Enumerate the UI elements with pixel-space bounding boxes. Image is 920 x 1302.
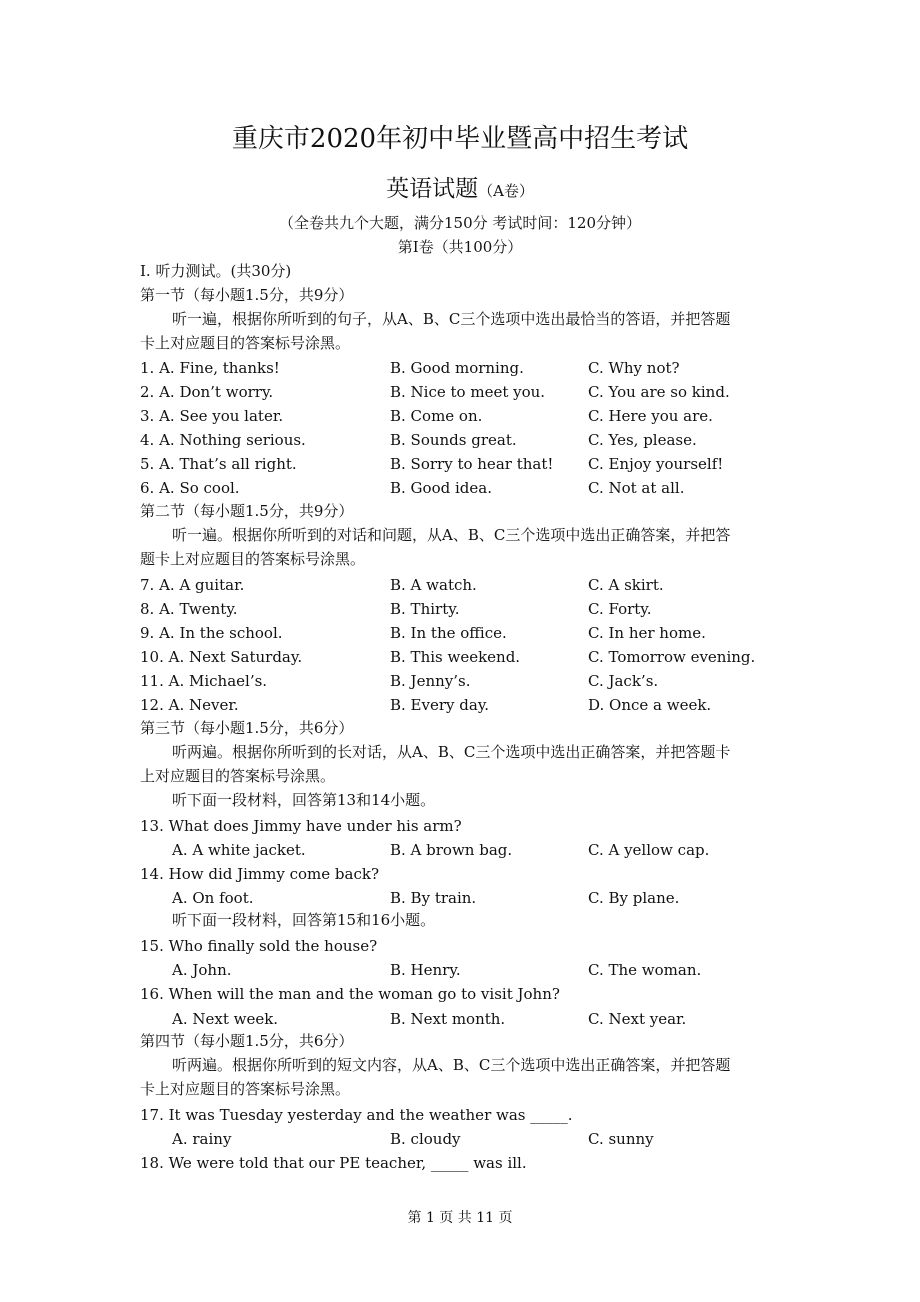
sub-section-2-instruction-cont: 题卡上对应题目的答案标号涂黑。: [140, 550, 366, 568]
option-c: C. Yes, please.: [588, 431, 697, 449]
question-stem: 18. We were told that our PE teacher, _____ was ill.: [140, 1154, 527, 1172]
option-b: B. A brown bag.: [390, 841, 513, 859]
sub-section-4-instruction: 听两遍。根据你所听到的短文内容，从A、B、C三个选项中选出正确答案，并把答题: [172, 1056, 731, 1074]
option-c: D. Once a week.: [588, 696, 712, 714]
option-b: B. Thirty.: [390, 600, 460, 618]
option-a: A. Next week.: [172, 1010, 279, 1028]
question-stem: 13. What does Jimmy have under his arm?: [140, 817, 462, 835]
option-c: C. Forty.: [588, 600, 652, 618]
option-c: C. You are so kind.: [588, 383, 730, 401]
option-a: 5. A. That’s all right.: [140, 455, 297, 473]
exam-note: （全卷共九个大题，满分150分 考试时间：120分钟）: [278, 214, 642, 232]
question-stem: 17. It was Tuesday yesterday and the weather was _____.: [140, 1106, 573, 1124]
option-c: C. Here you are.: [588, 407, 713, 425]
option-a: 11. A. Michael’s.: [140, 672, 268, 690]
exam-title: 重庆市2020年初中毕业暨高中招生考试: [231, 124, 689, 154]
option-c: C. Jack’s.: [588, 672, 659, 690]
question-row: [140, 671, 820, 691]
option-a: A. On foot.: [172, 889, 254, 907]
option-b: B. Good idea.: [390, 479, 492, 497]
question-stem: 14. How did Jimmy come back?: [140, 865, 379, 883]
question-stem: 15. Who finally sold the house?: [140, 937, 378, 955]
option-b: B. Nice to meet you.: [390, 383, 546, 401]
question-row: [140, 575, 820, 595]
option-c: C. Enjoy yourself!: [588, 455, 724, 473]
option-a: 2. A. Don’t worry.: [140, 383, 274, 401]
option-b: B. Every day.: [390, 696, 490, 714]
option-b: B. In the office.: [390, 624, 507, 642]
question-row: [140, 358, 820, 378]
option-a: 6. A. So cool.: [140, 479, 240, 497]
option-c: C. Not at all.: [588, 479, 685, 497]
option-b: B. Henry.: [390, 961, 461, 979]
question-stem: 16. When will the man and the woman go to visit John?: [140, 985, 560, 1003]
sub-section-1-instruction: 听一遍，根据你所听到的句子，从A、B、C三个选项中选出最恰当的答语，并把答题: [172, 310, 731, 328]
option-c: C. Next year.: [588, 1010, 687, 1028]
passage-note: 听下面一段材料，回答第15和16小题。: [172, 911, 436, 929]
sub-section-4-instruction-cont: 卡上对应题目的答案标号涂黑。: [140, 1080, 351, 1098]
option-c: C. A yellow cap.: [588, 841, 710, 859]
question-row: [140, 599, 820, 619]
option-c: C. Why not?: [588, 359, 680, 377]
option-a: A. A white jacket.: [172, 841, 306, 859]
question-options: [172, 840, 852, 860]
option-b: B. Sorry to hear that!: [390, 455, 554, 473]
question-row: [140, 382, 820, 402]
question-row: [140, 623, 820, 643]
option-a: A. rainy: [172, 1130, 232, 1148]
option-c: C. Tomorrow evening.: [588, 648, 756, 666]
sub-section-4-heading: 第四节（每小题1.5分，共6分）: [140, 1032, 354, 1050]
question-row: [140, 454, 820, 474]
option-a: 7. A. A guitar.: [140, 576, 245, 594]
subtitle-text: 英语试题: [386, 176, 479, 202]
option-c: C. sunny: [588, 1130, 654, 1148]
question-options: [172, 1009, 852, 1029]
option-a: 8. A. Twenty.: [140, 600, 238, 618]
option-b: B. Jenny’s.: [390, 672, 471, 690]
sub-section-3-instruction-cont: 上对应题目的答案标号涂黑。: [140, 767, 336, 785]
option-c: C. By plane.: [588, 889, 680, 907]
option-a: 9. A. In the school.: [140, 624, 283, 642]
exam-subtitle: [0, 170, 920, 203]
passage-note: 听下面一段材料，回答第13和14小题。: [172, 791, 436, 809]
question-row: [140, 430, 820, 450]
option-b: B. cloudy: [390, 1130, 461, 1148]
option-b: B. Sounds great.: [390, 431, 517, 449]
option-b: B. Come on.: [390, 407, 483, 425]
sub-section-3-instruction: 听两遍。根据你所听到的长对话，从A、B、C三个选项中选出正确答案，并把答题卡: [172, 743, 731, 761]
question-options: [172, 1129, 852, 1149]
sub-section-1-instruction-cont: 卡上对应题目的答案标号涂黑。: [140, 334, 351, 352]
option-a: A. John.: [172, 961, 232, 979]
question-row: [140, 647, 820, 667]
option-a: 3. A. See you later.: [140, 407, 284, 425]
option-c: C. A skirt.: [588, 576, 664, 594]
question-options: [172, 960, 852, 980]
question-row: [140, 695, 820, 715]
option-a: 4. A. Nothing serious.: [140, 431, 306, 449]
sub-section-2-instruction: 听一遍。根据你所听到的对话和问题，从A、B、C三个选项中选出正确答案，并把答: [172, 526, 731, 544]
option-a: 12. A. Never.: [140, 696, 239, 714]
option-a: 10. A. Next Saturday.: [140, 648, 303, 666]
part-title: 第I卷（共100分）: [397, 238, 523, 256]
option-b: B. This weekend.: [390, 648, 521, 666]
question-row: [140, 478, 820, 498]
subtitle-paper-label: （A卷）: [478, 182, 534, 200]
option-b: B. Good morning.: [390, 359, 524, 377]
option-c: C. The woman.: [588, 961, 702, 979]
page-number: 第 1 页 共 11 页: [407, 1210, 513, 1226]
question-row: [140, 406, 820, 426]
option-b: B. By train.: [390, 889, 477, 907]
option-c: C. In her home.: [588, 624, 706, 642]
option-b: B. A watch.: [390, 576, 477, 594]
option-a: 1. A. Fine, thanks!: [140, 359, 280, 377]
section-heading: I. 听力测试。(共30分): [140, 262, 292, 280]
option-b: B. Next month.: [390, 1010, 506, 1028]
sub-section-2-heading: 第二节（每小题1.5分，共9分）: [140, 502, 354, 520]
sub-section-1-heading: 第一节（每小题1.5分，共9分）: [140, 286, 354, 304]
sub-section-3-heading: 第三节（每小题1.5分，共6分）: [140, 719, 354, 737]
question-options: [172, 888, 852, 908]
